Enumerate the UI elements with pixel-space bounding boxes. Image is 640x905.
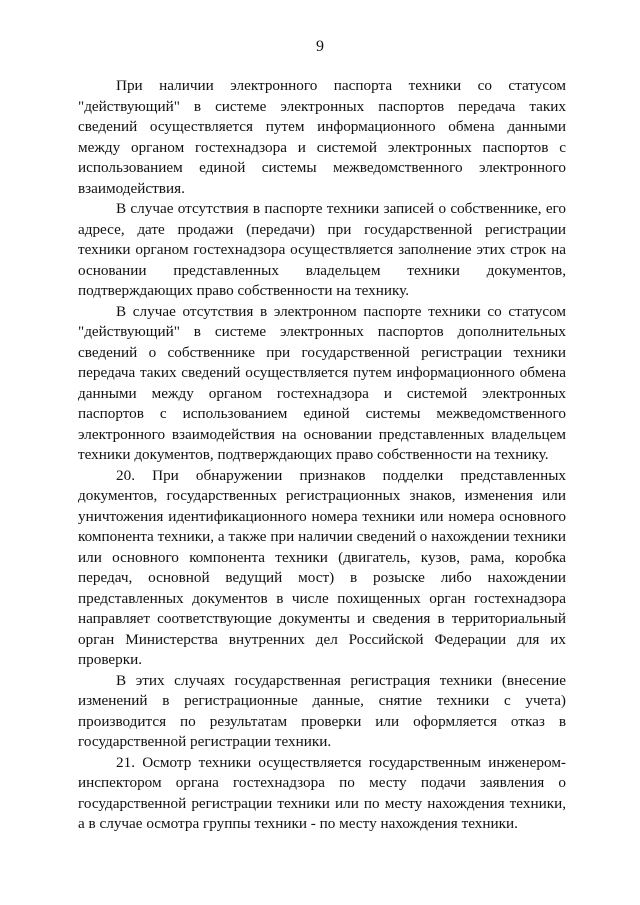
page-number: 9	[316, 38, 324, 55]
paragraph-registration-after-check: В этих случаях государственная регистрация техники (внесение изменений в регистрационные данные, снятие техники с учета) производится по результатам проверки или оформляется отказ в государственной регистрации техники.	[78, 671, 566, 750]
paragraph-electronic-passport-transfer: При наличии электронного паспорта техники со статусом "действующий" в системе электронных паспортов передача таких сведений осуществляется путем информационного обмена данными между органом гостехнадзора и системой электронных паспортов с использованием единой системы межведомственного электронного взаимодействия.	[78, 77, 566, 197]
paragraph-missing-owner-records: В случае отсутствия в паспорте техники записей о собственнике, его адресе, дате продажи (передачи) при государственной регистрации техники органом гостехнадзора осуществляется заполнение этих строк на основании представленных владельцем техники документов, подтверждающих право собственности на технику.	[78, 200, 566, 299]
document-body	[78, 76, 566, 835]
paragraph-item-21-inspection: 21. Осмотр техники осуществляется государственным инженером-инспектором органа гостехнадзора по месту подачи заявления о государственной регистрации техники или по месту нахождения техники, а в случае осмотра группы техники - по месту нахождения техники.	[78, 753, 566, 832]
paragraph-missing-electronic-owner-info: В случае отсутствия в электронном паспорте техники со статусом "действующий" в системе электронных паспортов дополнительных сведений о собственнике при государственной регистрации техники передача таких сведений осуществляется путем информационного обмена данными между органом гостехнадзора и системой электронных паспортов с использованием единой системы межведомственного электронного взаимодействия на основании представленных владельцем техники документов, подтверждающих право собственности на технику.	[78, 302, 566, 463]
paragraph-item-20-forgery-check: 20. При обнаружении признаков подделки представленных документов, государственных регистрационных знаков, изменения или уничтожения идентификационного номера техники или номера основного компонента техники, а также при наличии сведений о нахождении техники или основного компонента техники (двигатель, кузов, рама, коробка передач, основной ведущий мост) в розыске либо нахождении представленных документов в числе похищенных орган гостехнадзора направляет соответствующие документы и сведения в территориальный орган Министерства внутренних дел Российской Федерации для их проверки.	[78, 466, 566, 668]
